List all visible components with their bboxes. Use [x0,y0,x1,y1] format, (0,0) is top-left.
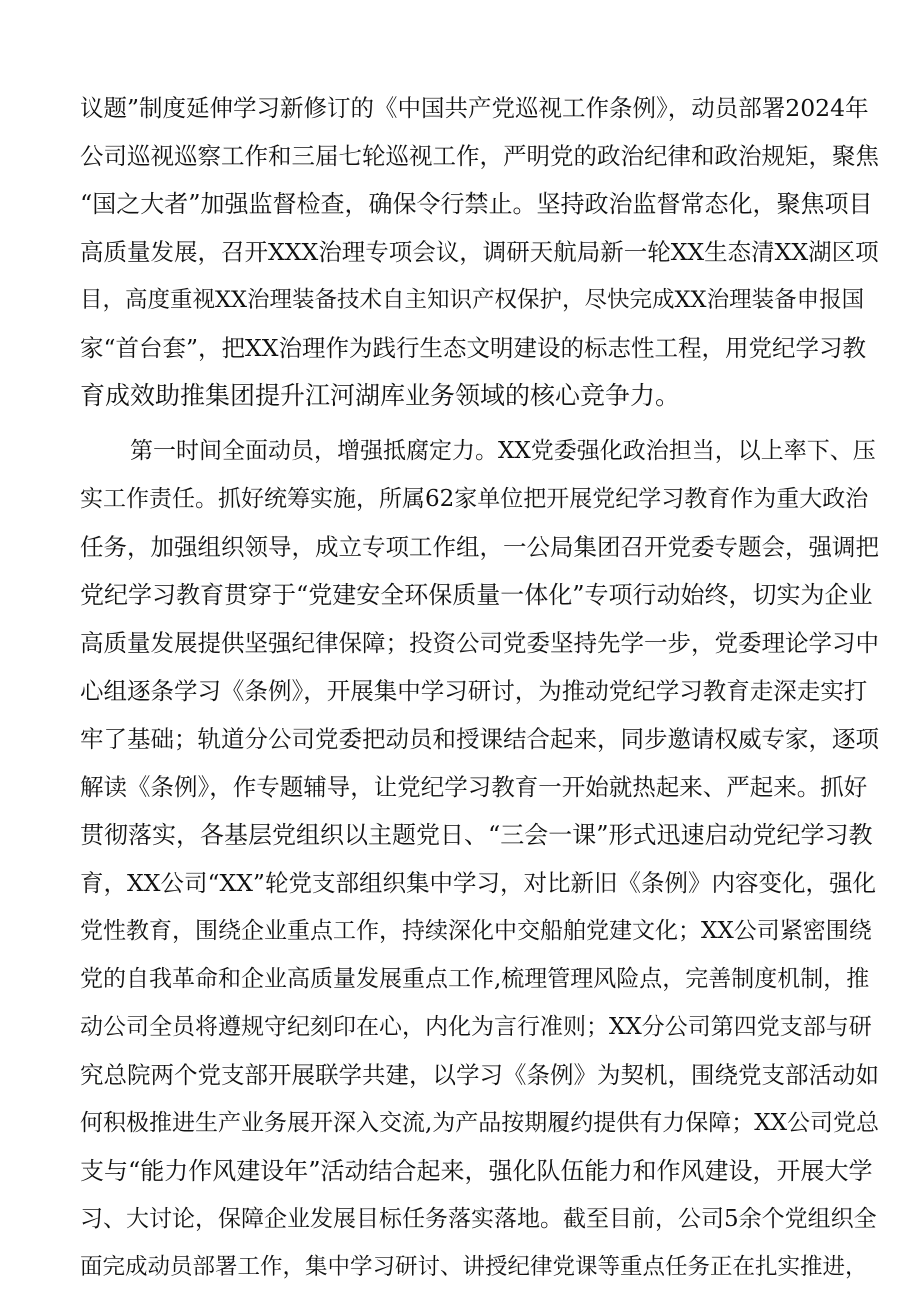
text-line: 目，高度重视XX治理装备技术自主知识产权保护，尽快完成XX治理装备申报国 [80,287,865,313]
text-line: 高质量发展提供坚强纪律保障；投资公司党委坚持先学一步，党委理论学习中 [80,629,879,657]
text-line: 面完成动员部署工作，集中学习研讨、讲授纪律党课等重点任务正在扎实推进， [80,1254,868,1280]
text-line: 究总院两个党支部开展联学共建，以学习《条例》为契机，围绕党支部活动如 [80,1061,879,1089]
text-line: 家“首台套”，把XX治理作为践行生态文明建设的标志性工程，用党纪学习教 [80,334,866,362]
text-line: 动公司全员将遵规守纪刻印在心，内化为言行准则；XX分公司第四党支部与研 [80,1014,872,1040]
text-line: 贯彻落实，各基层党组织以主题党日、“三会一课”形式迅速启动党纪学习教 [80,821,873,849]
text-line: 支与“能力作风建设年”活动结合起来，强化队伍能力和作风建设，开展大学 [80,1157,873,1185]
text-line: 任务，加强组织领导，成立专项工作组，一公局集团召开党委专题会，强调把 [80,533,879,561]
text-line: 解读《条例》，作专题辅导，让党纪学习教育一开始就热起来、严起来。抓好 [80,773,868,801]
paragraph-first-line: 第一时间全面动员，增强抵腐定力。XX党委强化政治担当，以上率下、压 [130,438,876,464]
text-line: 心组逐条学习《条例》，开展集中学习研讨，为推动党纪学习教育走深走实打 [80,677,868,705]
text-line: 何积极推进生产业务展开深入交流,为产品按期履约提供有力保障；XX公司党总 [80,1110,880,1136]
text-line: 实工作责任。抓好统筹实施，所属62家单位把开展党纪学习教育作为重大政治 [80,486,869,512]
text-line: 党纪学习教育贯穿于“党建安全环保质量一体化”专项行动始终，切实为企业 [80,581,873,609]
text-line: 育成效助推集团提升江河湖库业务领域的核心竞争力。 [80,381,681,410]
text-line: 牢了基础；轨道分公司党委把动员和授课结合起来，同步邀请权威专家，逐项 [80,725,879,753]
text-line: 习、大讨论，保障企业发展目标任务落实落地。截至目前，公司5余个党组织全 [80,1206,877,1232]
text-line: 党性教育，围绕企业重点工作，持续深化中交船舶党建文化；XX公司紧密围绕 [80,918,872,944]
text-line: 议题”制度延伸学习新修订的《中国共产党巡视工作条例》，动员部署2024年 [80,94,869,122]
text-line: 育，XX公司“XX”轮党支部组织集中学习，对比新旧《条例》内容变化，强化 [80,869,876,897]
text-line: 高质量发展，召开XXX治理专项会议，调研天航局新一轮XX生态清XX湖区项 [80,238,879,266]
text-line: 公司巡视巡察工作和三届七轮巡视工作，严明党的政治纪律和政治规矩，聚焦 [80,142,879,170]
text-line: 党的自我革命和企业高质量发展重点工作,梳理管理风险点，完善制度机制，推 [80,966,870,992]
text-line: “国之大者”加强监督检查，确保令行禁止。坚持政治监督常态化，聚焦项目 [80,190,873,218]
